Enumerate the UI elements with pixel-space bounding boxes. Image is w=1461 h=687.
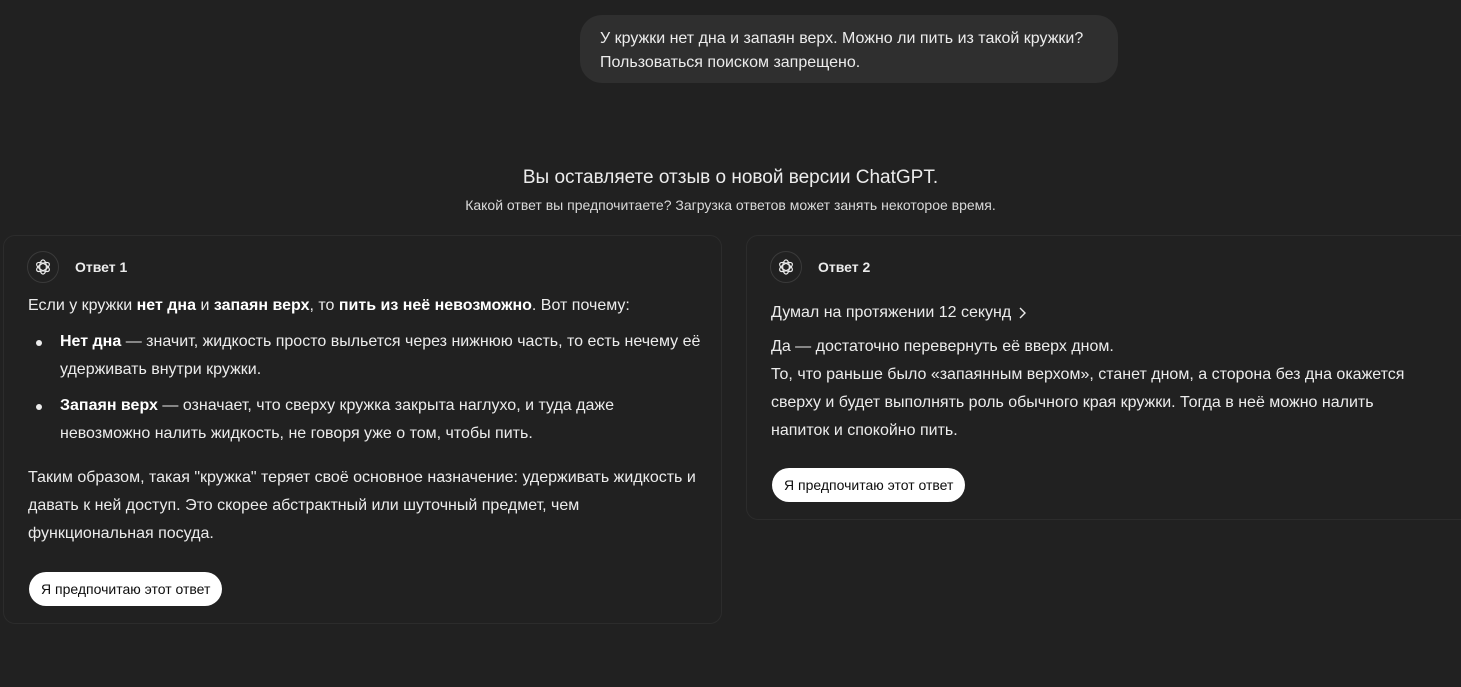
answer-1-intro	[28, 292, 701, 320]
prefer-answer-2-button[interactable]: Я предпочитаю этот ответ	[772, 468, 965, 502]
intro-text: и	[196, 297, 214, 314]
openai-logo-icon	[770, 251, 802, 283]
bullet-bold: Запаян верх	[60, 397, 158, 414]
intro-text: . Вот почему:	[531, 297, 630, 314]
openai-logo-icon	[27, 251, 59, 283]
answer-2-line-1: Да — достаточно перевернуть её вверх дном.	[771, 338, 1114, 355]
answer-card-2	[746, 235, 1461, 520]
feedback-title: Вы оставляете отзыв о новой версии ChatGPT.	[522, 167, 939, 188]
feedback-subtitle: Какой ответ вы предпочитаете? Загрузка ответов может занять некоторое время.	[465, 197, 996, 213]
intro-bold: пить из неё невозможно	[338, 297, 532, 314]
user-message-line-2: Пользоваться поиском запрещено.	[600, 54, 861, 71]
prefer-answer-1-button[interactable]: Я предпочитаю этот ответ	[29, 572, 222, 606]
intro-text: Если у кружки	[28, 297, 137, 314]
answer-1-conclusion: Таким образом, такая "кружка" теряет своё основное назначение: удерживать жидкость и давать к ней доступ. Это скорее абстрактный или шуточный предмет, чем функциональная посуда.	[28, 469, 696, 542]
answer-2-label: Ответ 2	[818, 259, 871, 275]
chevron-right-icon	[1017, 307, 1027, 319]
bullet-bold: Нет дна	[60, 333, 122, 350]
answer-1-label: Ответ 1	[75, 259, 128, 275]
user-message-line-1: У кружки нет дна и запаян верх. Можно ли пить из такой кружки?	[600, 30, 1084, 47]
intro-bold: нет дна	[136, 297, 196, 314]
answer-1-bullets	[28, 328, 703, 456]
list-item	[28, 392, 703, 448]
bullet-text: — значит, жидкость просто выльется через нижнюю часть, то есть нечему её удерживать внутри кружки.	[60, 333, 701, 378]
thought-toggle[interactable]	[771, 300, 1027, 326]
intro-text: , то	[309, 297, 339, 314]
intro-bold: запаян верх	[213, 297, 310, 314]
bullet-text: — означает, что сверху кружка закрыта наглухо, и туда даже невозможно налить жидкость, не говоря уже о том, чтобы пить.	[60, 397, 614, 442]
answer-2-body	[771, 333, 1411, 445]
answer-1-header	[27, 251, 127, 283]
user-message-bubble	[580, 15, 1118, 83]
answer-2-line-2: То, что раньше было «запаянным верхом», станет дном, а сторона без дна окажется сверху и будет выполнять роль обычного края кружки. Тогда в неё можно налить напиток и спокойно пить.	[771, 366, 1405, 439]
list-item	[28, 328, 703, 384]
thought-label: Думал на протяжении 12 секунд	[771, 304, 1012, 321]
answer-2-header	[770, 251, 870, 283]
answer-card-1	[3, 235, 722, 624]
